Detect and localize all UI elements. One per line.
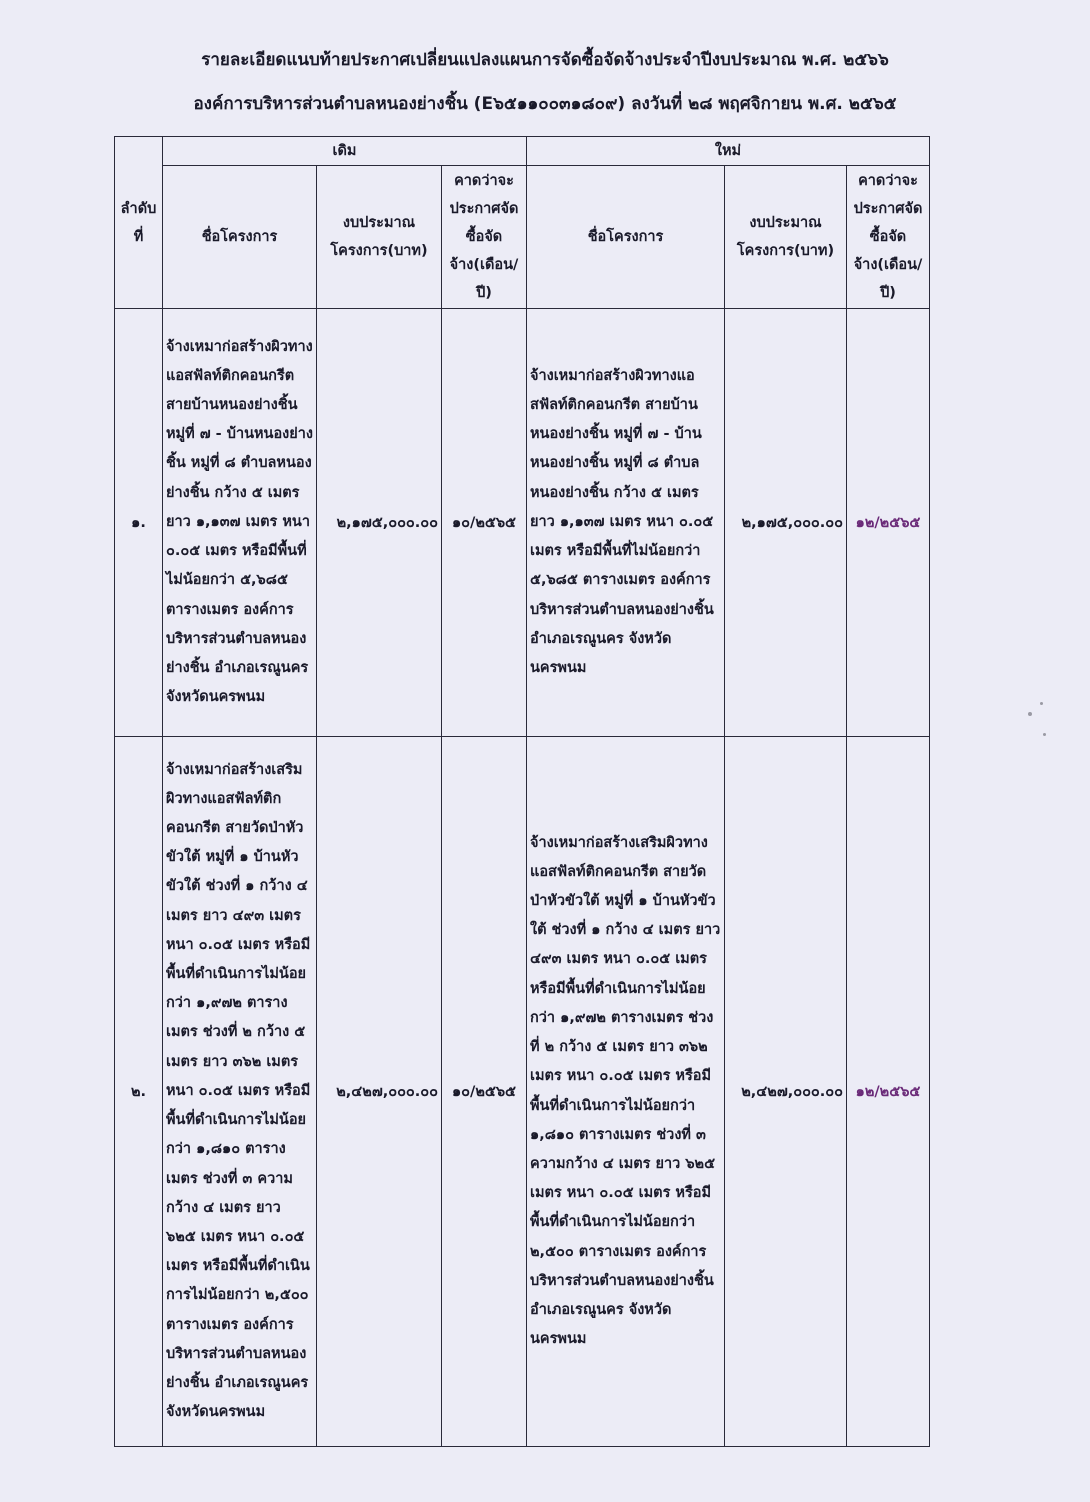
new-budget: ๒,๔๒๗,๐๐๐.๐๐ (725, 737, 847, 1447)
scan-speck (1028, 712, 1032, 716)
header-group-old: เดิม (163, 137, 527, 166)
new-date: ๑๒/๒๕๖๕ (847, 309, 930, 737)
new-project-name: จ้างเหมาก่อสร้างเสริมผิวทางแอสฟัลท์ติกคอนกรีต สายวัดป่าหัวขัวใต้ หมู่ที่ ๑ บ้านหัวขัวใต้ ช่วงที่ ๑ กว้าง ๔ เมตร ยาว ๔๙๓ เมตร หนา ๐.๐๕ เมตร หรือมีพื้นที่ดำเนินการไม่น้อยกว่า ๑,๙๗๒ ตารางเมตร ช่วงที่ ๒ กว้าง ๕ เมตร ยาว ๓๖๒ เมตร หนา ๐.๐๕ เมตร หรือมีพื้นที่ดำเนินการไม่น้อยกว่า ๑,๘๑๐ ตารางเมตร ช่วงที่ ๓ ความกว้าง ๔ เมตร ยาว ๖๒๕ เมตร หนา ๐.๐๕ เมตร หรือมีพื้นที่ดำเนินการไม่น้อยกว่า ๒,๕๐๐ ตารางเมตร องค์การบริหารส่วนตำบลหนองย่างชิ้น อำเภอเรณูนคร จังหวัดนครพนม (527, 737, 725, 1447)
old-budget: ๒,๑๗๕,๐๐๐.๐๐ (317, 309, 442, 737)
row-index: ๒. (115, 737, 163, 1447)
header-old-date: คาดว่าจะประกาศจัดซื้อจัดจ้าง(เดือน/ปี) (442, 166, 527, 309)
header-new-date: คาดว่าจะประกาศจัดซื้อจัดจ้าง(เดือน/ปี) (847, 166, 930, 309)
header-group-new: ใหม่ (527, 137, 930, 166)
header-new-budget: งบประมาณโครงการ(บาท) (725, 166, 847, 309)
old-budget: ๒,๔๒๗,๐๐๐.๐๐ (317, 737, 442, 1447)
scan-speck (1040, 702, 1043, 705)
header-old-budget: งบประมาณโครงการ(บาท) (317, 166, 442, 309)
header-new-name: ชื่อโครงการ (527, 166, 725, 309)
table-row (115, 737, 930, 1447)
new-date: ๑๒/๒๕๖๕ (847, 737, 930, 1447)
table-row (115, 309, 930, 737)
row-index: ๑. (115, 309, 163, 737)
header-old-name: ชื่อโครงการ (163, 166, 317, 309)
old-date: ๑๐/๒๕๖๕ (442, 737, 527, 1447)
old-project-name: จ้างเหมาก่อสร้างเสริมผิวทางแอสฟัลท์ติกคอนกรีต สายวัดป่าหัวขัวใต้ หมู่ที่ ๑ บ้านหัวขัวใต้ ช่วงที่ ๑ กว้าง ๔ เมตร ยาว ๔๙๓ เมตร หนา ๐.๐๕ เมตร หรือมีพื้นที่ดำเนินการไม่น้อยกว่า ๑,๙๗๒ ตารางเมตร ช่วงที่ ๒ กว้าง ๕ เมตร ยาว ๓๖๒ เมตร หนา ๐.๐๕ เมตร หรือมีพื้นที่ดำเนินการไม่น้อยกว่า ๑,๘๑๐ ตารางเมตร ช่วงที่ ๓ ความกว้าง ๔ เมตร ยาว ๖๒๕ เมตร หนา ๐.๐๕ เมตร หรือมีพื้นที่ดำเนินการไม่น้อยกว่า ๒,๕๐๐ ตารางเมตร องค์การบริหารส่วนตำบลหนองย่างชิ้น อำเภอเรณูนคร จังหวัดนครพนม (163, 737, 317, 1447)
old-project-name: จ้างเหมาก่อสร้างผิวทางแอสฟัลท์ติกคอนกรีต สายบ้านหนองย่างชิ้น หมู่ที่ ๗ - บ้านหนองย่างชิ้น หมู่ที่ ๘ ตำบลหนองย่างชิ้น กว้าง ๕ เมตร ยาว ๑,๑๓๗ เมตร หนา ๐.๐๕ เมตร หรือมีพื้นที่ไม่น้อยกว่า ๕,๖๘๕ ตารางเมตร องค์การบริหารส่วนตำบลหนองย่างชิ้น อำเภอเรณูนคร จังหวัดนครพนม (163, 309, 317, 737)
old-date: ๑๐/๒๕๖๕ (442, 309, 527, 737)
header-index: ลำดับที่ (115, 137, 163, 309)
document-title: รายละเอียดแนบท้ายประกาศเปลี่ยนแปลงแผนการจัดซื้อจัดจ้างประจำปีงบประมาณ พ.ศ. ๒๕๖๖ (201, 50, 889, 70)
document-subtitle: องค์การบริหารส่วนตำบลหนองย่างชิ้น (E๖๕๑๑๐๐๓๑๘๐๙) ลงวันที่ ๒๘ พฤศจิกายน พ.ศ. ๒๕๖๕ (193, 94, 897, 114)
procurement-plan-table (114, 136, 930, 1447)
new-project-name: จ้างเหมาก่อสร้างผิวทางแอสฟัลท์ติกคอนกรีต สายบ้านหนองย่างชิ้น หมู่ที่ ๗ - บ้านหนองย่างชิ้น หมู่ที่ ๘ ตำบลหนองย่างชิ้น กว้าง ๕ เมตร ยาว ๑,๑๓๗ เมตร หนา ๐.๐๕ เมตร หรือมีพื้นที่ไม่น้อยกว่า ๕,๖๘๕ ตารางเมตร องค์การบริหารส่วนตำบลหนองย่างชิ้น อำเภอเรณูนคร จังหวัดนครพนม (527, 309, 725, 737)
scan-speck (1043, 733, 1046, 736)
new-budget: ๒,๑๗๕,๐๐๐.๐๐ (725, 309, 847, 737)
